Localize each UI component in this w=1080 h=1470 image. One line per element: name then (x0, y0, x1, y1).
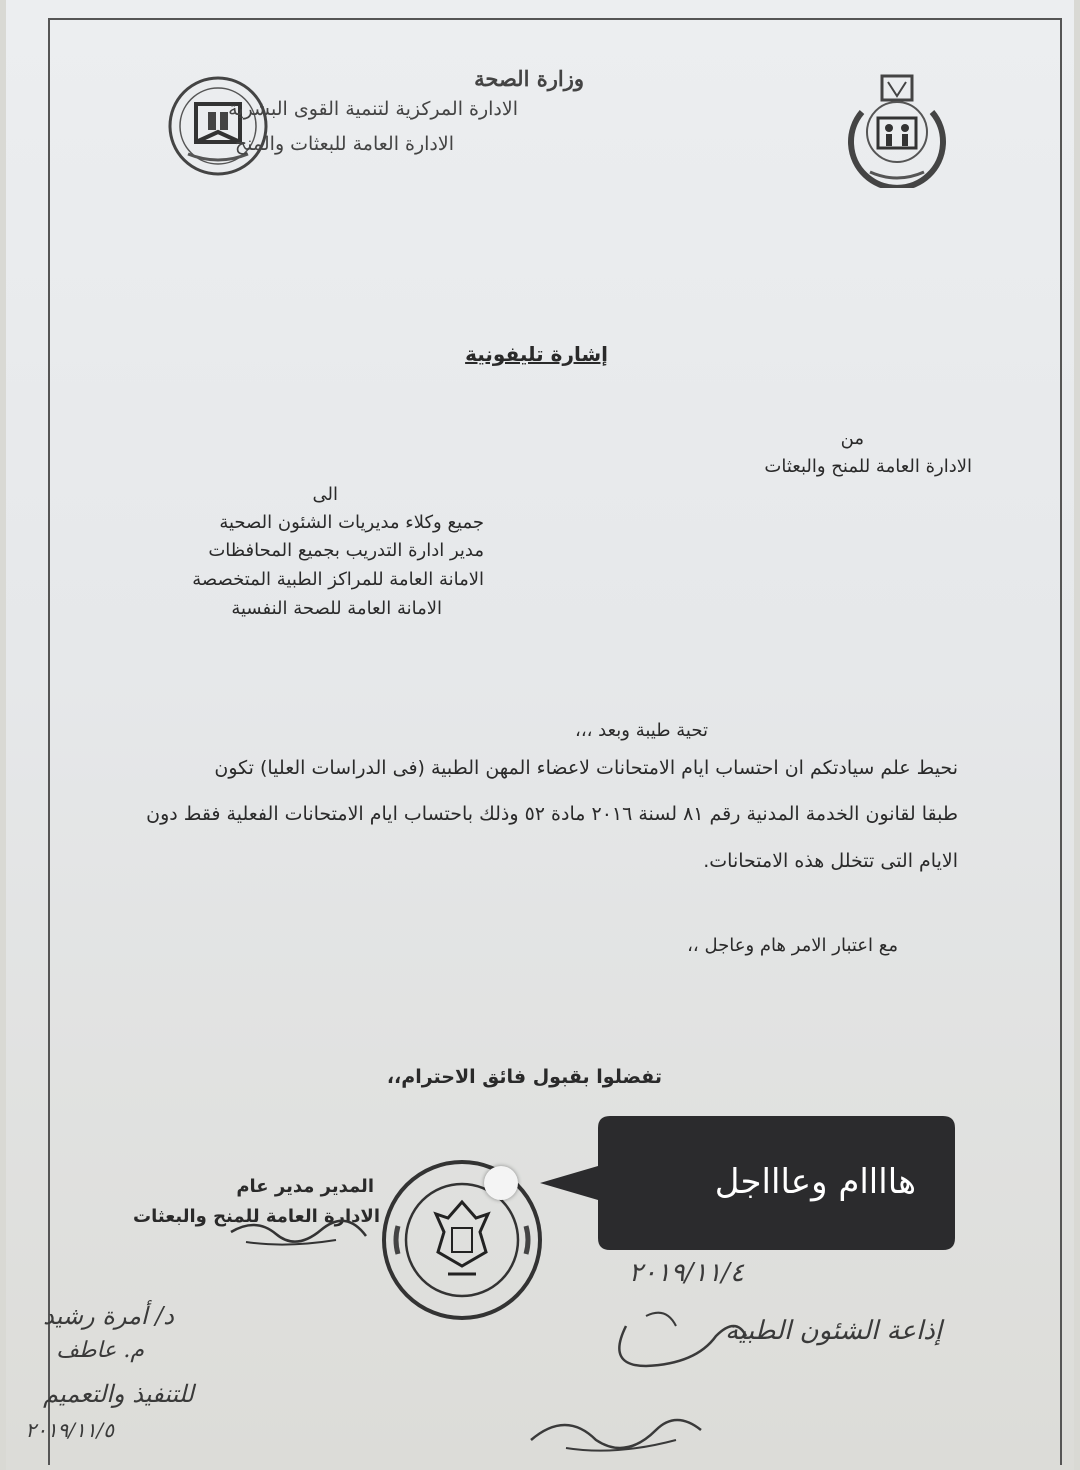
signature-dept: الادارة العامة للمنح والبعثات (133, 1206, 380, 1227)
handwritten-note: إذاعة الشئون الطبية (725, 1316, 942, 1346)
greeting: تحية طيبة وبعد ،،، (575, 720, 708, 741)
handwritten-date: ٢٠١٩/١١/٥ (25, 1418, 114, 1442)
body-line: نحيط علم سيادتكم ان احتساب ايام الامتحانات لاعضاء المهن الطبية (فى الدراسات العليا) تكون (214, 757, 958, 779)
callout-text: هاااام وعاااجل (714, 1162, 916, 1202)
body-line: طبقا لقانون الخدمة المدنية رقم ٨١ لسنة ٢٠١٦ مادة ٥٢ وذلك باحتساب ايام الامتحانات الفعلية فقط دون (146, 803, 958, 825)
handwritten-name: م. عاطف (56, 1338, 144, 1363)
callout-dot (484, 1166, 518, 1200)
recipient-item: مدير ادارة التدريب بجميع المحافظات (208, 540, 484, 561)
from-label: من (840, 428, 864, 449)
signature-title: المدير مدير عام (236, 1176, 374, 1197)
header-central-admin: الادارة المركزية لتنمية القوى البشرية (228, 98, 518, 120)
recipient-item: الامانة العامة للمراكز الطبية المتخصصة (192, 569, 484, 590)
handwritten-date: ٢٠١٩/١١/٤ (628, 1258, 744, 1288)
document-title: إشارة تليفونية (465, 342, 608, 366)
handwritten-instruction: للتنفيذ والتعميم (43, 1380, 194, 1408)
handwritten-name: د/ أمرة رشيد (43, 1302, 174, 1330)
from-value: الادارة العامة للمنح والبعثات (764, 456, 972, 477)
signature-scribble (226, 1212, 376, 1252)
header-ministry: وزارة الصحة (474, 66, 584, 91)
to-label: الى (312, 484, 338, 505)
urgency-note: مع اعتبار الامر هام وعاجل ،، (687, 935, 898, 956)
header-general-admin: الادارة العامة للبعثات والمنح (234, 133, 454, 155)
recipient-item: جميع وكلاء مديريات الشئون الصحية (219, 512, 484, 533)
closing-line: تفضلوا بقبول فائق الاحترام،، (386, 1066, 662, 1088)
ministry-emblem-icon (842, 72, 952, 188)
official-stamp-icon (378, 1156, 546, 1324)
handwritten-initials (526, 1390, 716, 1460)
training-emblem-icon (166, 74, 270, 178)
recipient-item: الامانة العامة للصحة النفسية (231, 598, 442, 619)
body-line: الايام التى تتخلل هذه الامتحانات. (703, 850, 958, 872)
